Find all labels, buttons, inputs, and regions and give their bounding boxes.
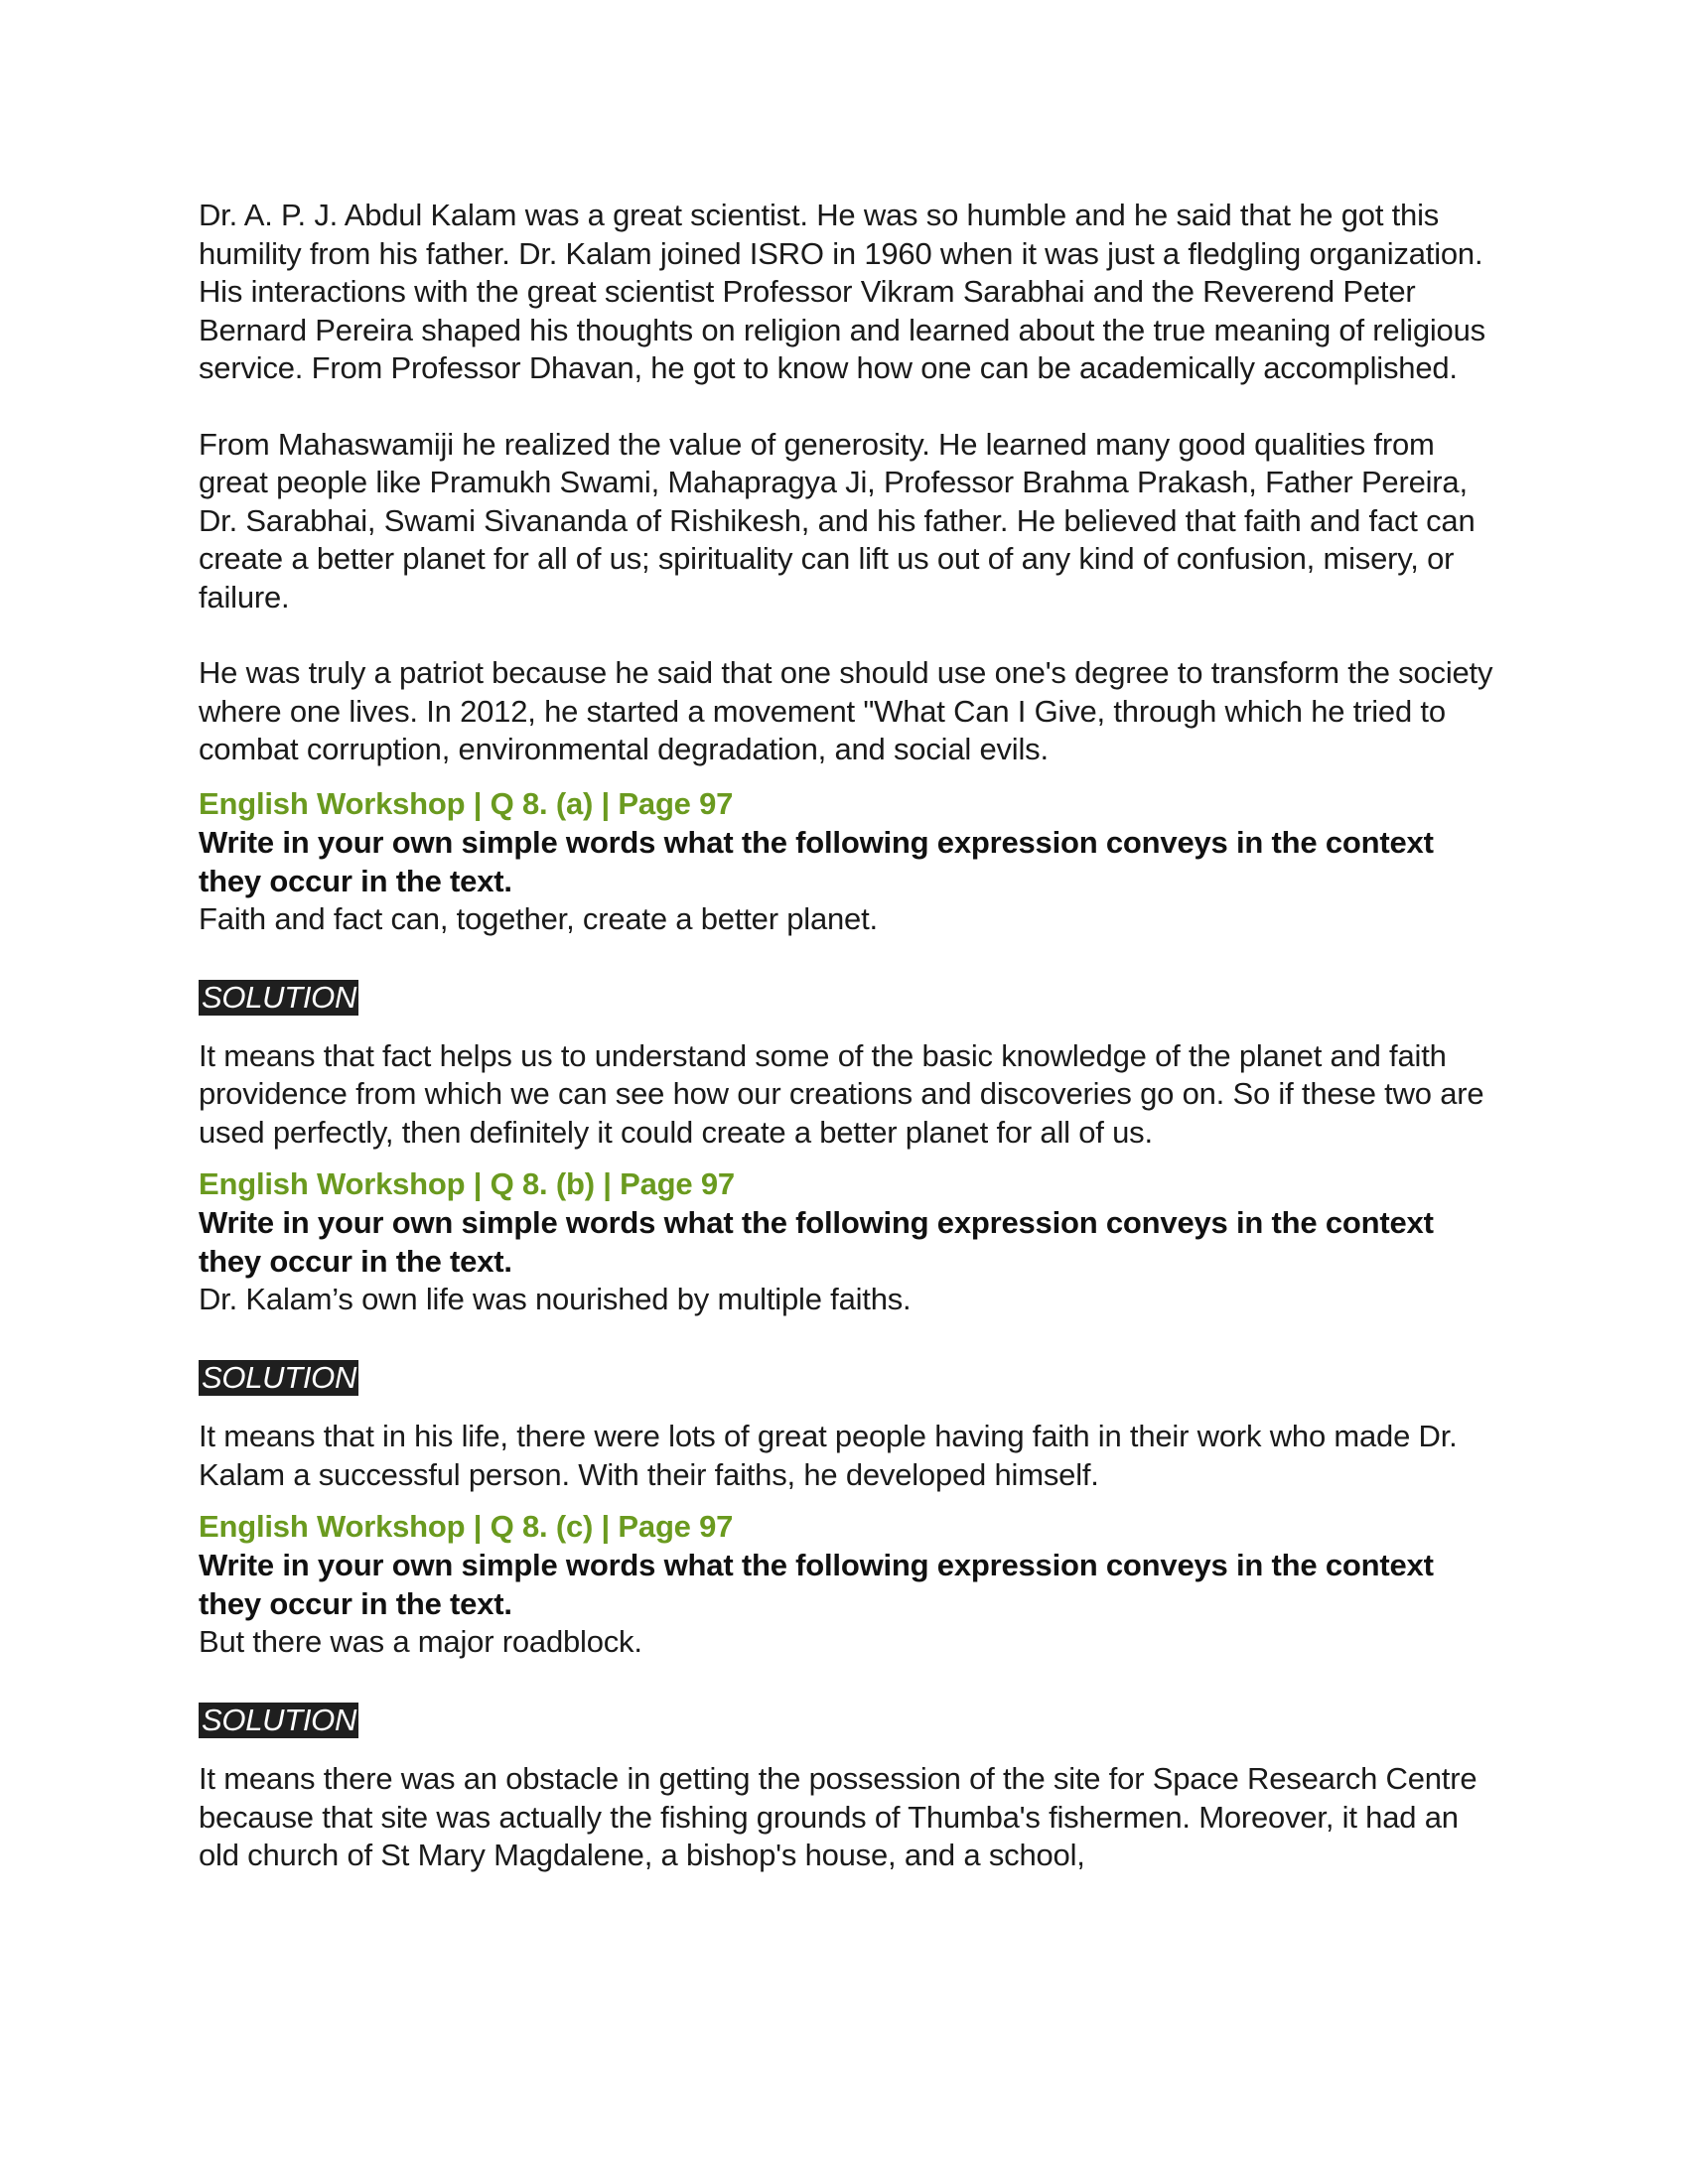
intro-paragraph-1: Dr. A. P. J. Abdul Kalam was a great scientist. He was so humble and he said that he got this humility from his father. Dr. Kalam joined ISRO in 1960 when it was just a fledgling organization. His interactions with the great scientist Professor Vikram Sarabhai and the Reverend Peter Bernard Pereira shaped his thoughts on religion and learned about the true meaning of religious service. From Professor Dhavan, he got to know how one can be academically accomplished. [199, 198, 1485, 385]
solution-answer: It means that fact helps us to understand some of the basic knowledge of the planet and faith providence from which we can see how our creations and discoveries go on. So if these two are used perfectly, then definitely it could create a better planet for all of us. [199, 1037, 1484, 1150]
solution-answer: It means that in his life, there were lots of great people having faith in their work who made Dr. Kalam a successful person. With their faiths, he developed himself. [199, 1419, 1458, 1492]
question-heading: English Workshop | Q 8. (c) | Page 97 [199, 1509, 734, 1544]
question-expression: Dr. Kalam’s own life was nourished by multiple faiths. [199, 1282, 912, 1316]
question-block-b [199, 1165, 1499, 1494]
solution-badge: SOLUTION [199, 1703, 358, 1738]
question-block-c [199, 1508, 1499, 1875]
question-expression: But there was a major roadblock. [199, 1624, 642, 1659]
solution-badge: SOLUTION [199, 980, 358, 1016]
question-expression: Faith and fact can, together, create a better planet. [199, 900, 878, 936]
question-block-a [199, 785, 1499, 1153]
question-prompt: Write in your own simple words what the following expression conveys in the context they occur in the text. [199, 824, 1434, 898]
solution-label-wrap [199, 1661, 1499, 1738]
question-prompt: Write in your own simple words what the following expression conveys in the context they occur in the text. [199, 1548, 1434, 1621]
question-prompt: Write in your own simple words what the following expression conveys in the context they occur in the text. [199, 1205, 1434, 1279]
question-heading: English Workshop | Q 8. (b) | Page 97 [199, 1166, 735, 1201]
document-page [199, 197, 1499, 1875]
intro-paragraph-3: He was truly a patriot because he said that one should use one's degree to transform the society where one lives. In 2012, he started a movement "What Can I Give, through which he tried to combat corruption, environmental degradation, and social evils. [199, 655, 1493, 766]
solution-label-wrap [199, 1318, 1499, 1396]
intro-paragraph-2: From Mahaswamiji he realized the value of generosity. He learned many good qualities from great people like Pramukh Swami, Mahapragya Ji, Professor Brahma Prakash, Father Pereira, Dr. Sarabhai, Swami Sivananda of Rishikesh, and his father. He believed that faith and fact can create a better planet for all of us; spirituality can lift us out of any kind of confusion, misery, or failure. [199, 426, 1476, 614]
solution-label-wrap [199, 938, 1499, 1016]
solution-answer: It means there was an obstacle in getting the possession of the site for Space Research Centre because that site was actually the fishing grounds of Thumba's fishermen. Moreover, it had an old church of St Mary Magdalene, a bishop's house, and a school, [199, 1761, 1477, 1872]
question-heading: English Workshop | Q 8. (a) | Page 97 [199, 785, 734, 821]
solution-badge: SOLUTION [199, 1360, 358, 1396]
